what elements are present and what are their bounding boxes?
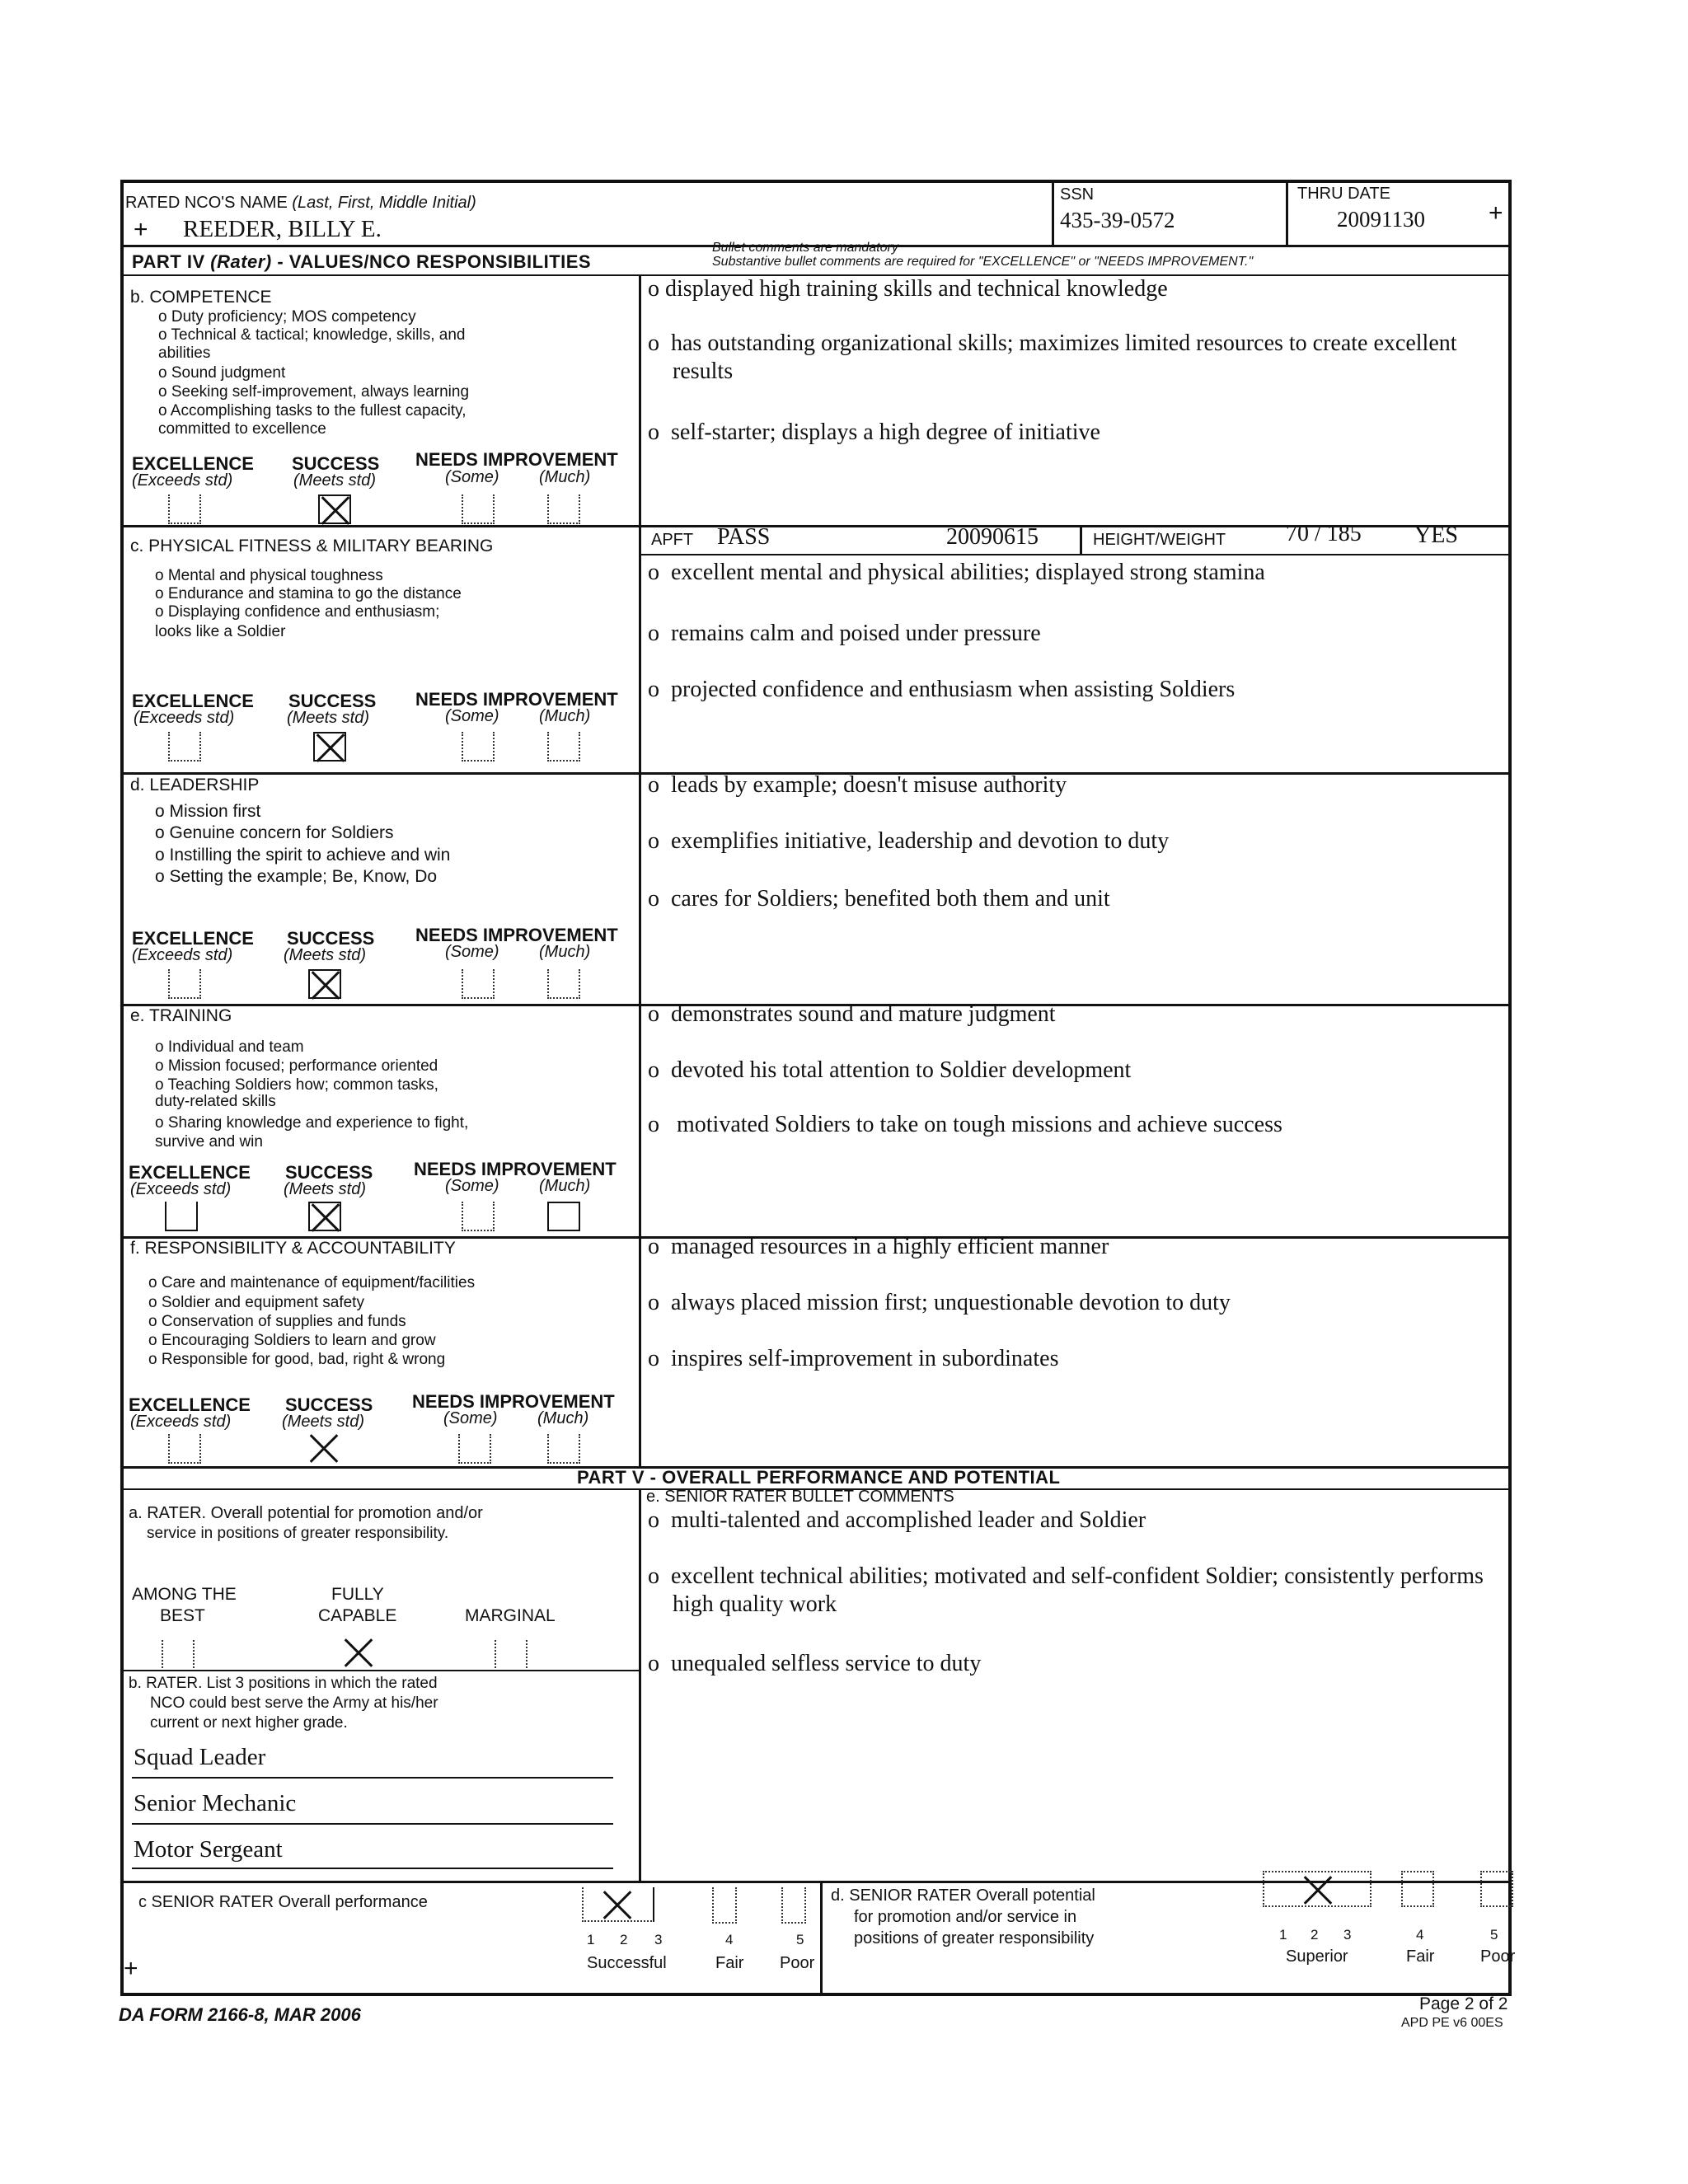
much-label: (Much) — [539, 707, 591, 725]
criteria-item: o Soldier and equipment safety — [148, 1294, 364, 1311]
rater-a-label-2: service in positions of greater responsibility. — [147, 1525, 449, 1542]
success-label: SUCCESS — [285, 1394, 373, 1415]
some-checkbox[interactable] — [462, 1202, 495, 1231]
fully-capable-checkbox[interactable] — [341, 1638, 374, 1668]
scale-number: 4 — [725, 1932, 734, 1947]
success-sub: (Meets std) — [282, 1413, 365, 1431]
success-sub: (Meets std) — [284, 1180, 367, 1198]
excellence-checkbox[interactable] — [165, 1202, 198, 1231]
criteria-item: o Teaching Soldiers how; common tasks, — [155, 1076, 438, 1094]
criteria-item: o Conservation of supplies and funds — [148, 1313, 406, 1330]
criteria-item: o Individual and team — [155, 1038, 304, 1056]
position-1: Squad Leader — [134, 1744, 266, 1770]
criteria-item: o Endurance and stamina to go the distance — [155, 585, 462, 602]
bullet-comment: o leads by example; doesn't misuse authority — [648, 772, 1067, 798]
senior-rater-d-label: d. SENIOR RATER Overall potential — [831, 1886, 1095, 1905]
success-checkbox[interactable] — [307, 1434, 340, 1464]
success-label: SUCCESS — [287, 928, 375, 949]
excellence-label: EXCELLENCE — [129, 1162, 251, 1183]
among-best-checkbox[interactable] — [162, 1640, 195, 1668]
much-checkbox[interactable] — [547, 732, 580, 762]
success-sub: (Meets std) — [287, 709, 370, 727]
height-weight-value: 70 / 185 — [1286, 521, 1362, 546]
form-code: APD PE v6 00ES — [1401, 2016, 1503, 2030]
bullet-note-1: Bullet comments are mandatory — [712, 241, 898, 255]
bullet-comment: o always placed mission first; unquestionable devotion to duty — [648, 1290, 1231, 1315]
x-mark-icon — [1301, 1874, 1334, 1907]
thru-date-value: 20091130 — [1337, 207, 1425, 232]
thru-date-label: THRU DATE — [1297, 185, 1390, 203]
success-label: SUCCESS — [288, 691, 377, 711]
part-iv-title: PART IV (Rater) - VALUES/NCO RESPONSIBILITIES — [132, 251, 592, 272]
success-checkbox[interactable] — [308, 969, 341, 999]
senior-rater-e-label: e. SENIOR RATER BULLET COMMENTS — [646, 1488, 954, 1506]
some-label: (Some) — [445, 468, 499, 486]
bullet-comment: o demonstrates sound and mature judgment — [648, 1001, 1056, 1027]
much-checkbox[interactable] — [547, 494, 580, 524]
success-sub: (Meets std) — [293, 471, 377, 490]
x-mark-icon — [307, 1432, 340, 1465]
ssn-value: 435-39-0572 — [1060, 208, 1175, 232]
x-mark-icon — [341, 1637, 374, 1670]
needs-improvement-label: NEEDS IMPROVEMENT — [414, 1159, 617, 1179]
excellence-checkbox[interactable] — [168, 969, 201, 999]
bullet-comment: o cares for Soldiers; benefited both them and unit — [648, 886, 1110, 912]
criteria-item: committed to excellence — [158, 420, 326, 438]
x-mark-icon — [318, 494, 351, 527]
excellence-sub: (Exceeds std) — [132, 471, 233, 490]
apft-result: PASS — [717, 524, 771, 550]
success-sub: (Meets std) — [284, 946, 367, 964]
bullet-note-2: Substantive bullet comments are required for "EXCELLENCE" or "NEEDS IMPROVEMENT." — [712, 255, 1254, 269]
scale-number: 5 — [796, 1932, 804, 1947]
bullet-comment: o remains calm and poised under pressure — [648, 621, 1041, 646]
senior-rater-c-label: c SENIOR RATER Overall performance — [138, 1893, 428, 1911]
apft-label: APFT — [651, 531, 694, 549]
rater-b-label-3: current or next higher grade. — [150, 1714, 348, 1732]
x-mark-icon — [308, 969, 341, 1002]
excellence-sub: (Exceeds std) — [130, 1180, 232, 1198]
bullet-comment: o displayed high training skills and technical knowledge — [648, 276, 1168, 302]
marginal-checkbox[interactable] — [495, 1640, 528, 1668]
needs-improvement-label: NEEDS IMPROVEMENT — [412, 1391, 615, 1412]
criteria-item: o Sharing knowledge and experience to fight, — [155, 1114, 469, 1132]
excellence-checkbox[interactable] — [168, 494, 201, 524]
potential-box-4[interactable] — [1401, 1871, 1434, 1907]
criteria-item: o Genuine concern for Soldiers — [155, 823, 394, 842]
scale-number: 4 — [1416, 1927, 1424, 1943]
position-2: Senior Mechanic — [134, 1790, 297, 1816]
success-checkbox[interactable] — [313, 732, 346, 762]
bullet-comment: o exemplifies initiative, leadership and devotion to duty — [648, 828, 1170, 854]
bullet-comment: o inspires self-improvement in subordinates — [648, 1346, 1059, 1371]
senior-bullet: o unequaled selfless service to duty — [648, 1651, 982, 1676]
registration-cross-left: + — [134, 216, 148, 243]
excellence-label: EXCELLENCE — [132, 928, 254, 949]
registration-cross-bottom: + — [124, 1955, 138, 1982]
excellence-sub: (Exceeds std) — [132, 946, 233, 964]
criteria-item: duty-related skills — [155, 1093, 276, 1110]
much-checkbox[interactable] — [547, 1434, 580, 1464]
needs-improvement-label: NEEDS IMPROVEMENT — [415, 925, 618, 945]
much-label: (Much) — [539, 943, 591, 961]
performance-box-1-3[interactable] — [582, 1887, 654, 1922]
performance-box-4[interactable] — [712, 1887, 737, 1924]
excellence-sub: (Exceeds std) — [134, 709, 235, 727]
much-label: (Much) — [537, 1409, 589, 1427]
senior-rater-d-label-2: for promotion and/or service in — [854, 1908, 1077, 1926]
scale-number: 3 — [654, 1932, 663, 1947]
excellence-label: EXCELLENCE — [132, 453, 254, 474]
some-label: (Some) — [443, 1409, 498, 1427]
poor-label: Poor — [780, 1954, 815, 1972]
bullet-comment: o excellent mental and physical abilities; displayed strong stamina — [648, 560, 1265, 585]
poor-label: Poor — [1480, 1947, 1516, 1966]
criteria-item: o Encouraging Soldiers to learn and grow — [148, 1332, 436, 1349]
x-mark-icon — [600, 1889, 633, 1922]
criteria-item: abilities — [158, 344, 211, 362]
criteria-item: o Mental and physical toughness — [155, 567, 383, 584]
bullet-comment: o has outstanding organizational skills; maximizes limited resources to create excellent results — [648, 330, 1457, 384]
criteria-item: o Duty proficiency; MOS competency — [158, 308, 416, 326]
criteria-item: o Setting the example; Be, Know, Do — [155, 867, 438, 886]
criteria-item: o Displaying confidence and enthusiasm; — [155, 603, 440, 621]
excellence-label: EXCELLENCE — [132, 691, 254, 711]
superior-label: Superior — [1286, 1947, 1348, 1966]
needs-improvement-label: NEEDS IMPROVEMENT — [415, 449, 618, 470]
successful-label: Successful — [587, 1954, 667, 1972]
criteria-item: o Instilling the spirit to achieve and win — [155, 846, 451, 865]
bullet-comment: o motivated Soldiers to take on tough missions and achieve success — [648, 1112, 1282, 1137]
much-label: (Much) — [539, 468, 591, 486]
criteria-item: o Accomplishing tasks to the fullest capacity, — [158, 402, 467, 419]
marginal-label: MARGINAL — [465, 1606, 556, 1625]
potential-box-5[interactable] — [1480, 1871, 1513, 1907]
section-title: b. COMPETENCE — [130, 288, 272, 307]
section-title: f. RESPONSIBILITY & ACCOUNTABILITY — [130, 1239, 456, 1258]
much-label: (Much) — [539, 1177, 591, 1195]
section-title: c. PHYSICAL FITNESS & MILITARY BEARING — [130, 537, 494, 555]
page-number: Page 2 of 2 — [1419, 1994, 1508, 2013]
success-checkbox[interactable] — [318, 494, 351, 524]
rater-b-label-2: NCO could best serve the Army at his/her — [150, 1694, 438, 1712]
needs-improvement-label: NEEDS IMPROVEMENT — [415, 689, 618, 710]
height-weight-label: HEIGHT/WEIGHT — [1093, 531, 1226, 549]
some-checkbox[interactable] — [462, 969, 495, 999]
much-checkbox[interactable] — [547, 1202, 580, 1231]
ssn-label: SSN — [1060, 185, 1095, 204]
bullet-comment: o projected confidence and enthusiasm when assisting Soldiers — [648, 677, 1236, 702]
fair-label: Fair — [1406, 1947, 1435, 1966]
some-checkbox[interactable] — [458, 1434, 491, 1464]
part-v-title: PART V - OVERALL PERFORMANCE AND POTENTIAL — [577, 1467, 1061, 1488]
potential-box-1-3[interactable] — [1263, 1871, 1372, 1907]
bullet-comment: o managed resources in a highly efficient manner — [648, 1234, 1109, 1259]
criteria-item: o Mission focused; performance oriented — [155, 1057, 438, 1075]
criteria-item: o Responsible for good, bad, right & wrong — [148, 1351, 446, 1368]
much-checkbox[interactable] — [547, 969, 580, 999]
position-3: Motor Sergeant — [134, 1836, 283, 1863]
section-title: d. LEADERSHIP — [130, 776, 260, 794]
capable-label: CAPABLE — [318, 1606, 397, 1625]
x-mark-icon — [313, 732, 346, 765]
criteria-item: looks like a Soldier — [155, 623, 286, 640]
performance-box-5[interactable] — [781, 1887, 806, 1924]
scale-number: 3 — [1343, 1927, 1352, 1943]
excellence-label: EXCELLENCE — [129, 1394, 251, 1415]
success-label: SUCCESS — [285, 1162, 373, 1183]
excellence-checkbox[interactable] — [168, 732, 201, 762]
some-label: (Some) — [445, 1177, 499, 1195]
fair-label: Fair — [715, 1954, 744, 1972]
height-weight-result: YES — [1414, 523, 1458, 548]
criteria-item: o Technical & tactical; knowledge, skills, and — [158, 326, 466, 344]
criteria-item: o Mission first — [155, 802, 261, 821]
criteria-item: o Care and maintenance of equipment/facilities — [148, 1274, 476, 1291]
name-label: RATED NCO'S NAME (Last, First, Middle Initial) — [125, 194, 476, 212]
x-mark-icon — [308, 1202, 341, 1235]
criteria-item: o Seeking self-improvement, always learning — [158, 383, 470, 401]
success-checkbox[interactable] — [308, 1202, 341, 1231]
criteria-item: o Sound judgment — [158, 364, 286, 382]
success-label: SUCCESS — [292, 453, 380, 474]
apft-date: 20090615 — [946, 524, 1039, 550]
form-number: DA FORM 2166-8, MAR 2006 — [119, 2004, 361, 2025]
bullet-comment: o self-starter; displays a high degree of initiative — [648, 419, 1100, 445]
scale-number: 5 — [1490, 1927, 1498, 1943]
senior-rater-d-label-3: positions of greater responsibility — [854, 1929, 1095, 1947]
criteria-item: survive and win — [155, 1133, 263, 1151]
best-label: BEST — [160, 1606, 205, 1625]
fully-label: FULLY — [331, 1585, 384, 1604]
scale-number: 2 — [620, 1932, 628, 1947]
some-checkbox[interactable] — [462, 494, 495, 524]
among-the-best-label: AMONG THE — [132, 1585, 237, 1604]
excellence-checkbox[interactable] — [168, 1434, 201, 1464]
registration-cross-right: + — [1489, 199, 1503, 227]
senior-bullet: o multi-talented and accomplished leader and Soldier — [648, 1507, 1146, 1533]
senior-bullet: o excellent technical abilities; motivated and self-confident Soldier; consistently performs high quality work — [648, 1563, 1484, 1617]
rater-a-label: a. RATER. Overall potential for promotion and/or — [129, 1504, 483, 1522]
scale-number: 1 — [1279, 1927, 1287, 1943]
rated-nco-name: REEDER, BILLY E. — [183, 216, 382, 242]
rater-b-label: b. RATER. List 3 positions in which the rated — [129, 1675, 438, 1692]
excellence-sub: (Exceeds std) — [130, 1413, 232, 1431]
some-checkbox[interactable] — [462, 732, 495, 762]
scale-number: 2 — [1311, 1927, 1319, 1943]
some-label: (Some) — [445, 943, 499, 961]
bullet-comment: o devoted his total attention to Soldier development — [648, 1057, 1132, 1083]
some-label: (Some) — [445, 707, 499, 725]
section-title: e. TRAINING — [130, 1006, 232, 1025]
scale-number: 1 — [587, 1932, 595, 1947]
